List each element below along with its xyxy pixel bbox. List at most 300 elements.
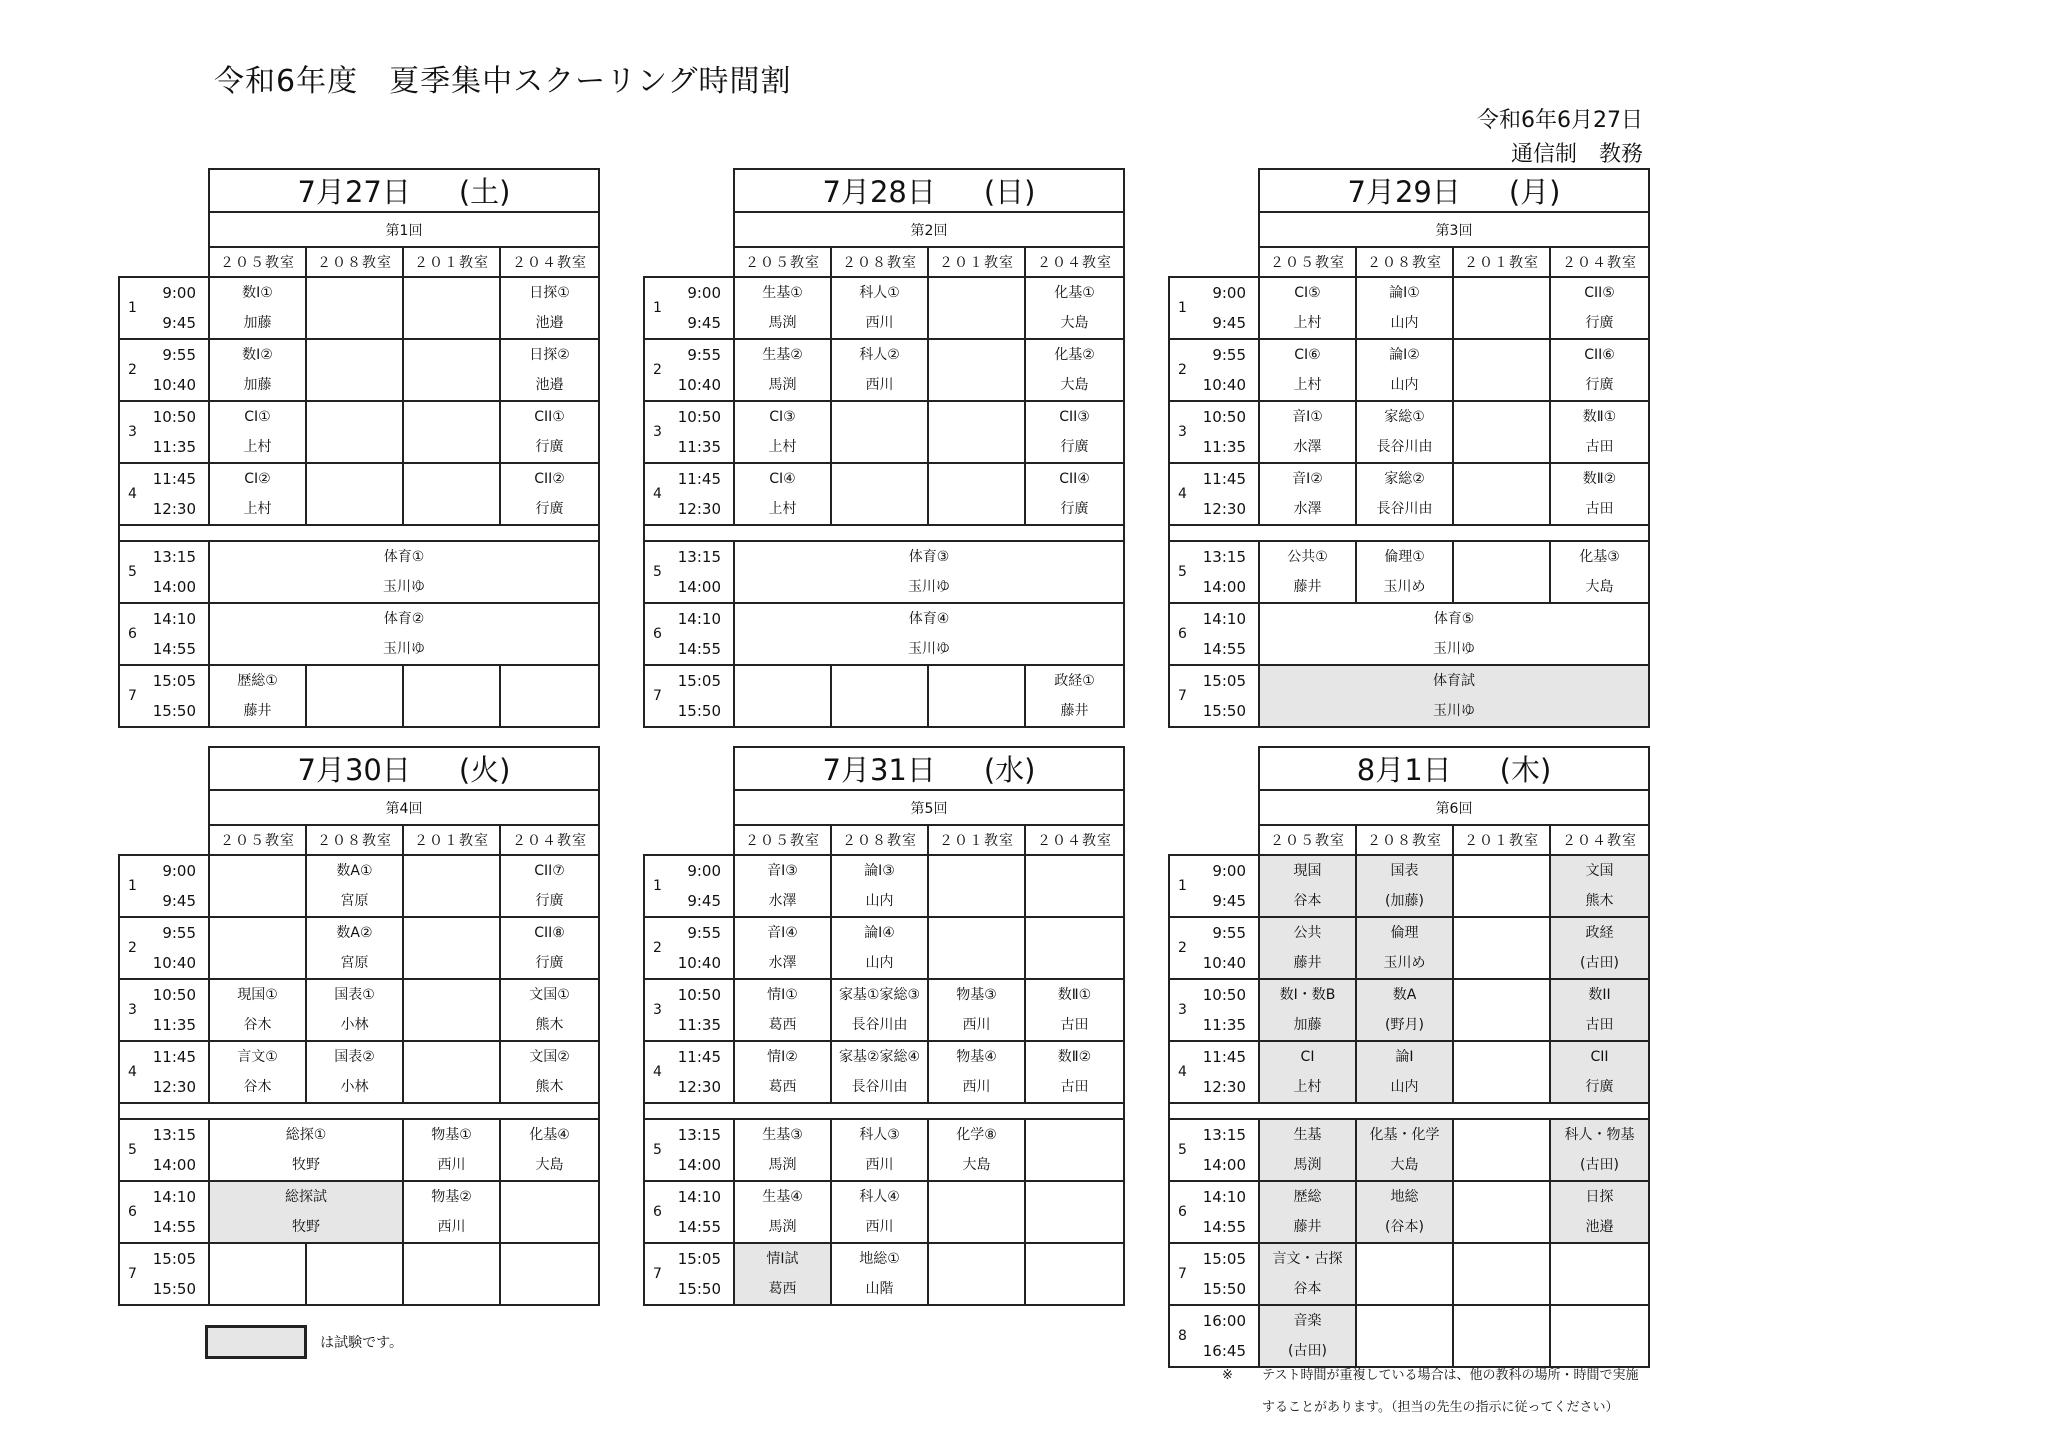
teacher: 古田: [1585, 1017, 1614, 1033]
class-slot: [831, 277, 928, 339]
period-row: [119, 917, 599, 979]
class-slot: [734, 917, 831, 979]
teacher: (古田): [1580, 1157, 1619, 1173]
class-slot: [1453, 1119, 1550, 1181]
exam-slot: [1259, 979, 1356, 1041]
period-number: 7: [644, 1243, 669, 1305]
period-end: 14:55: [152, 640, 196, 658]
subject: 公共: [1293, 925, 1322, 941]
class-slot: [403, 401, 500, 463]
class-slot: [306, 277, 403, 339]
subject: CII⑤: [1584, 285, 1615, 301]
exam-slot: [1259, 665, 1649, 727]
period-end: 14:55: [1202, 1218, 1246, 1236]
teacher: 上村: [243, 501, 272, 517]
period-number: 1: [644, 277, 669, 339]
class-slot: [403, 1041, 500, 1103]
class-slot: [306, 1041, 403, 1103]
period-end: 15:50: [677, 702, 721, 720]
exam-slot: [209, 1181, 403, 1243]
legend-text: は試験です。: [320, 1335, 403, 1351]
period-row: [119, 1181, 599, 1243]
subject: 科人②: [859, 347, 900, 363]
period-time: [144, 1181, 209, 1243]
teacher: 熊木: [1585, 893, 1614, 909]
period-start: 15:05: [1202, 1250, 1246, 1268]
period-row: [1169, 277, 1649, 339]
class-slot: [1453, 541, 1550, 603]
period-end: 11:35: [1202, 1016, 1246, 1034]
period-end: 11:35: [1202, 438, 1246, 456]
class-slot: [1453, 1305, 1550, 1367]
class-slot: [1025, 665, 1124, 727]
period-time: [669, 603, 734, 665]
class-slot: [500, 1041, 599, 1103]
period-start: 11:45: [1202, 1048, 1246, 1066]
header-spacer: [1169, 747, 1259, 790]
class-slot: [734, 979, 831, 1041]
period-end: 10:40: [1202, 954, 1246, 972]
subject: 家基②家総④: [838, 1049, 921, 1065]
teacher: 行廣: [1060, 439, 1089, 455]
period-number: 4: [119, 1041, 144, 1103]
day-timetable: [643, 746, 1123, 1306]
teacher: 行廣: [535, 501, 564, 517]
teacher: 藤井: [1293, 955, 1322, 971]
class-slot: [209, 665, 306, 727]
class-slot: [1453, 277, 1550, 339]
period-start: 10:50: [677, 408, 721, 426]
period-number: 4: [1169, 1041, 1194, 1103]
subject: 科人①: [859, 285, 900, 301]
teacher: 牧野: [292, 1219, 320, 1235]
period-end: 15:50: [1202, 702, 1246, 720]
header-spacer: [1169, 169, 1259, 212]
period-number: 1: [119, 277, 144, 339]
day-date: 8月1日: [1356, 753, 1452, 787]
exam-slot: [1259, 855, 1356, 917]
period-start: 9:00: [162, 284, 196, 302]
subject: CII⑦: [534, 863, 565, 879]
exam-slot: [1356, 1181, 1453, 1243]
period-start: 9:55: [1212, 924, 1246, 942]
lunch-break: [1169, 525, 1649, 541]
period-end: 9:45: [687, 892, 721, 910]
period-end: 10:40: [152, 954, 196, 972]
period-number: 6: [644, 603, 669, 665]
period-start: 10:50: [152, 986, 196, 1004]
period-number: 3: [1169, 401, 1194, 463]
teacher: 大島: [1060, 315, 1089, 331]
period-time: [144, 401, 209, 463]
subject: 政経①: [1054, 673, 1095, 689]
period-start: 14:10: [677, 610, 721, 628]
period-number: 3: [1169, 979, 1194, 1041]
period-time: [669, 855, 734, 917]
class-slot: [1259, 463, 1356, 525]
class-slot: [209, 603, 599, 665]
class-slot: [1025, 1041, 1124, 1103]
teacher: 谷木: [243, 1079, 272, 1095]
class-slot: [1025, 277, 1124, 339]
subject: 物基①: [431, 1127, 472, 1143]
period-time: [1194, 1243, 1259, 1305]
period-number: 2: [644, 339, 669, 401]
class-slot: [500, 339, 599, 401]
teacher: 上村: [1293, 315, 1322, 331]
header-spacer: [644, 212, 734, 247]
teacher: 玉川め: [1383, 579, 1426, 595]
exam-slot: [1356, 917, 1453, 979]
period-time: [1194, 917, 1259, 979]
subject: 化基②: [1054, 347, 1095, 363]
period-row: [1169, 979, 1649, 1041]
subject: CI③: [769, 409, 796, 425]
lunch-break: [644, 525, 1124, 541]
subject: 体育②: [383, 611, 425, 627]
subject: 論I②: [1389, 347, 1420, 363]
subject: 化基③: [1579, 549, 1620, 565]
class-slot: [928, 1181, 1025, 1243]
period-end: 11:35: [677, 1016, 721, 1034]
teacher: 山内: [1390, 377, 1419, 393]
period-end: 14:55: [677, 1218, 721, 1236]
subject: 現国①: [237, 987, 278, 1003]
period-end: 12:30: [677, 1078, 721, 1096]
period-row: [119, 1119, 599, 1181]
period-end: 14:00: [677, 1156, 721, 1174]
exam-slot: [1550, 1041, 1649, 1103]
class-slot: [1025, 1243, 1124, 1305]
period-row: [1169, 855, 1649, 917]
class-slot: [831, 401, 928, 463]
period-time: [1194, 603, 1259, 665]
period-time: [144, 665, 209, 727]
subject: CII①: [534, 409, 565, 425]
teacher: (古田): [1288, 1343, 1327, 1359]
teacher: 長谷川由: [1376, 501, 1433, 517]
period-start: 13:15: [1202, 1126, 1246, 1144]
period-end: 9:45: [1212, 314, 1246, 332]
class-slot: [831, 1041, 928, 1103]
lunch-break: [119, 525, 599, 541]
period-end: 14:55: [1202, 640, 1246, 658]
period-end: 14:55: [152, 1218, 196, 1236]
room-header: ２０５教室: [1259, 247, 1356, 277]
teacher: 上村: [768, 501, 797, 517]
subject: 言文・古探: [1272, 1251, 1343, 1267]
period-time: [144, 277, 209, 339]
period-end: 12:30: [677, 500, 721, 518]
room-header: ２０８教室: [1356, 247, 1453, 277]
class-slot: [1259, 603, 1649, 665]
period-start: 15:05: [677, 672, 721, 690]
subject: 科人④: [859, 1189, 900, 1205]
subject: 地総①: [859, 1251, 900, 1267]
class-slot: [1453, 463, 1550, 525]
class-slot: [928, 401, 1025, 463]
period-end: 9:45: [162, 892, 196, 910]
class-slot: [1356, 401, 1453, 463]
room-header: ２０４教室: [500, 247, 599, 277]
teacher: 山階: [865, 1281, 894, 1297]
period-start: 10:50: [1202, 986, 1246, 1004]
class-slot: [306, 339, 403, 401]
class-slot: [831, 1181, 928, 1243]
class-slot: [403, 463, 500, 525]
period-row: [1169, 603, 1649, 665]
period-row: [119, 665, 599, 727]
room-header: ２０１教室: [1453, 825, 1550, 855]
subject: 倫理①: [1384, 549, 1425, 565]
period-start: 10:50: [677, 986, 721, 1004]
subject: 数Ⅱ②: [1057, 1049, 1092, 1065]
subject: CI⑤: [1294, 285, 1321, 301]
lunch-break: [119, 1103, 599, 1119]
subject: 生基①: [762, 285, 803, 301]
period-end: 10:40: [1202, 376, 1246, 394]
day-date: 7月28日: [822, 175, 936, 209]
period-row: [644, 401, 1124, 463]
teacher: 大島: [962, 1157, 991, 1173]
teacher: 古田: [1060, 1017, 1089, 1033]
teacher: 加藤: [243, 377, 272, 393]
teacher: 西川: [865, 1219, 894, 1235]
period-row: [644, 665, 1124, 727]
period-row: [119, 463, 599, 525]
teacher: 小林: [340, 1017, 369, 1033]
subject: 生基②: [762, 347, 803, 363]
subject: 総探試: [285, 1189, 327, 1205]
period-start: 14:10: [1202, 1188, 1246, 1206]
period-number: 1: [1169, 855, 1194, 917]
class-slot: [209, 979, 306, 1041]
day-date-header: [209, 169, 599, 212]
period-number: 3: [644, 979, 669, 1041]
subject: 数A①: [336, 863, 373, 879]
period-start: 9:00: [1212, 862, 1246, 880]
subject: CII⑥: [1584, 347, 1615, 363]
room-header: ２０５教室: [734, 825, 831, 855]
period-time: [669, 339, 734, 401]
teacher: 池邉: [1585, 1219, 1614, 1235]
footnote: [1222, 1360, 1638, 1424]
class-slot: [734, 665, 831, 727]
period-number: 5: [119, 1119, 144, 1181]
class-slot: [928, 1243, 1025, 1305]
day-date: 7月30日: [297, 753, 411, 787]
period-number: 5: [1169, 1119, 1194, 1181]
subject: 音Ⅰ③: [767, 863, 798, 879]
period-time: [669, 1181, 734, 1243]
class-slot: [1025, 855, 1124, 917]
period-time: [1194, 1181, 1259, 1243]
teacher: 古田: [1585, 439, 1614, 455]
class-slot: [831, 1243, 928, 1305]
class-slot: [1550, 463, 1649, 525]
teacher: 西川: [865, 377, 894, 393]
period-start: 14:10: [1202, 610, 1246, 628]
period-end: 14:00: [1202, 1156, 1246, 1174]
class-slot: [403, 1181, 500, 1243]
subject: 情Ⅰ②: [767, 1049, 798, 1065]
period-start: 10:50: [1202, 408, 1246, 426]
teacher: 玉川ゆ: [908, 579, 950, 595]
class-slot: [734, 1041, 831, 1103]
teacher: 大島: [1060, 377, 1089, 393]
class-slot: [831, 855, 928, 917]
exam-slot: [1259, 917, 1356, 979]
class-slot: [734, 603, 1124, 665]
teacher: 山内: [865, 955, 894, 971]
class-slot: [928, 979, 1025, 1041]
period-time: [1194, 1119, 1259, 1181]
teacher: 大島: [535, 1157, 564, 1173]
class-slot: [928, 855, 1025, 917]
period-start: 9:55: [687, 346, 721, 364]
period-start: 9:55: [687, 924, 721, 942]
teacher: 池邉: [535, 377, 564, 393]
class-slot: [500, 917, 599, 979]
day-timetable: [643, 168, 1123, 728]
header-spacer: [644, 747, 734, 790]
period-time: [669, 1041, 734, 1103]
subject: 日探: [1585, 1189, 1614, 1205]
period-start: 11:45: [677, 470, 721, 488]
exam-slot: [734, 1243, 831, 1305]
class-slot: [209, 541, 599, 603]
subject: 論I④: [864, 925, 895, 941]
exam-slot: [1356, 1119, 1453, 1181]
teacher: 上村: [243, 439, 272, 455]
class-slot: [306, 917, 403, 979]
class-slot: [928, 339, 1025, 401]
period-number: 2: [1169, 339, 1194, 401]
subject: 日探②: [529, 347, 570, 363]
period-time: [1194, 339, 1259, 401]
period-number: 4: [644, 1041, 669, 1103]
class-slot: [209, 1243, 306, 1305]
subject: 倫理: [1390, 925, 1419, 941]
class-slot: [1356, 1243, 1453, 1305]
period-time: [1194, 1305, 1259, 1367]
day-date-header: [734, 747, 1124, 790]
class-slot: [1550, 1305, 1649, 1367]
class-slot: [403, 1243, 500, 1305]
session-round: 第3回: [1259, 212, 1649, 247]
period-end: 12:30: [1202, 500, 1246, 518]
period-end: 12:30: [1202, 1078, 1246, 1096]
timetable: [1168, 746, 1650, 1368]
issuing-department: 通信制 教務: [1510, 142, 1643, 167]
teacher: 谷木: [243, 1017, 272, 1033]
day-date-header: [1259, 169, 1649, 212]
subject: 数I①: [242, 285, 273, 301]
period-end: 15:50: [1202, 1280, 1246, 1298]
class-slot: [500, 401, 599, 463]
class-slot: [209, 401, 306, 463]
exam-slot: [1356, 979, 1453, 1041]
class-slot: [1550, 339, 1649, 401]
period-start: 14:10: [677, 1188, 721, 1206]
teacher: 上村: [1293, 1079, 1322, 1095]
period-time: [669, 277, 734, 339]
teacher: 加藤: [1293, 1017, 1322, 1033]
day-timetable: [1168, 168, 1648, 728]
class-slot: [1453, 339, 1550, 401]
teacher: 西川: [962, 1017, 991, 1033]
class-slot: [1453, 917, 1550, 979]
period-start: 9:00: [687, 284, 721, 302]
teacher: 西川: [865, 315, 894, 331]
teacher: 玉川ゆ: [1433, 641, 1475, 657]
teacher: 上村: [1293, 377, 1322, 393]
room-header: ２０８教室: [831, 247, 928, 277]
teacher: 藤井: [243, 703, 272, 719]
period-time: [144, 855, 209, 917]
period-number: 8: [1169, 1305, 1194, 1367]
teacher: (古田): [1580, 955, 1619, 971]
class-slot: [1356, 339, 1453, 401]
subject: 日探①: [529, 285, 570, 301]
subject: 数A②: [336, 925, 373, 941]
subject: 数I②: [242, 347, 273, 363]
period-end: 10:40: [677, 376, 721, 394]
period-end: 14:00: [152, 578, 196, 596]
class-slot: [500, 979, 599, 1041]
teacher: 玉川ゆ: [383, 641, 425, 657]
session-round: 第1回: [209, 212, 599, 247]
room-header: ２０４教室: [1550, 247, 1649, 277]
class-slot: [1259, 401, 1356, 463]
period-row: [119, 1243, 599, 1305]
period-time: [144, 339, 209, 401]
period-time: [669, 979, 734, 1041]
period-row: [1169, 1041, 1649, 1103]
subject: 物基③: [956, 987, 997, 1003]
subject: 総探①: [285, 1127, 327, 1143]
class-slot: [831, 665, 928, 727]
day-timetable: [118, 746, 598, 1306]
period-end: 12:30: [152, 1078, 196, 1096]
subject: 生基③: [762, 1127, 803, 1143]
class-slot: [403, 339, 500, 401]
period-number: 1: [644, 855, 669, 917]
period-row: [644, 339, 1124, 401]
period-row: [1169, 1305, 1649, 1367]
teacher: 馬渕: [768, 377, 797, 393]
room-header: ２０８教室: [831, 825, 928, 855]
subject: 音Ⅰ④: [767, 925, 798, 941]
subject: CII③: [1059, 409, 1090, 425]
period-time: [144, 541, 209, 603]
header-spacer: [644, 790, 734, 825]
class-slot: [734, 277, 831, 339]
period-time: [144, 1041, 209, 1103]
header-spacer: [644, 825, 734, 855]
day-date-header: [1259, 747, 1649, 790]
exam-slot: [1356, 855, 1453, 917]
room-header: ２０１教室: [403, 825, 500, 855]
class-slot: [831, 1119, 928, 1181]
day-of-week: (月): [1508, 175, 1561, 209]
period-number: 6: [1169, 1181, 1194, 1243]
subject: 文国: [1585, 863, 1614, 879]
class-slot: [1453, 401, 1550, 463]
teacher: 宮原: [340, 893, 369, 909]
period-end: 14:00: [152, 1156, 196, 1174]
note-line-1: テスト時間が重複している場合は、他の教科の場所・時間で実施: [1262, 1368, 1639, 1383]
